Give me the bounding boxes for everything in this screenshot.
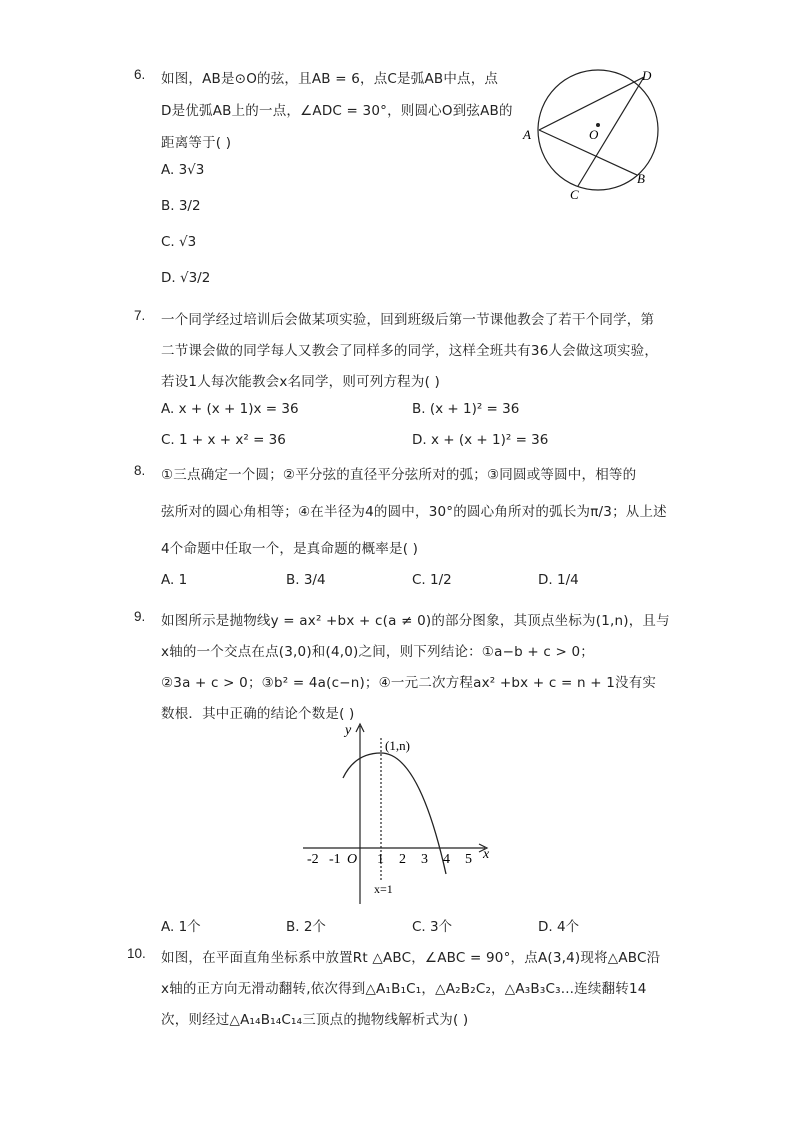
question-text-line: x轴的一个交点在点(3,0)和(4,0)之间，则下列结论：①a−b + c > 0； <box>161 644 594 660</box>
question-text-line: 如图所示是抛物线y = ax² +bx + c(a ≠ 0)的部分图象，其顶点坐标为(1,n)，且与 <box>161 613 670 629</box>
label-o: O <box>589 127 599 142</box>
y-axis-label: y <box>345 723 352 738</box>
question-text-line: 如图，AB是⊙O的弦，且AB = 6，点C是弧AB中点，点 <box>161 71 499 87</box>
question-number: 10. <box>127 946 146 961</box>
option-a: A. x + (x + 1)x = 36 <box>161 401 299 417</box>
question-number: 7. <box>134 308 146 323</box>
option-a: A. 1 <box>161 572 188 588</box>
question-text-line: ①三点确定一个圆；②平分弦的直径平分弦所对的弧；③同圆或等圆中，相等的 <box>161 467 637 483</box>
option-b: B. 3/2 <box>161 198 201 214</box>
tick-label: -1 <box>329 852 341 867</box>
tick-label: 2 <box>399 852 406 867</box>
option-c: C. 1 + x + x² = 36 <box>161 432 286 448</box>
option-b: B. 2个 <box>286 919 326 935</box>
question-text-line: 距离等于( ) <box>161 135 232 151</box>
label-a: A <box>523 127 531 142</box>
parabola-curve <box>343 753 446 874</box>
question-text-line: x轴的正方向无滑动翻转,依次得到△A₁B₁C₁，△A₂B₂C₂，△A₃B₃C₃...连续翻转14 <box>161 981 647 997</box>
circle-figure <box>518 62 668 202</box>
question-text-line: ②3a + c > 0；③b² = 4a(c−n)；④一元二次方程ax² +bx + c = n + 1没有实 <box>161 675 657 691</box>
option-b: B. (x + 1)² = 36 <box>412 401 520 417</box>
option-d: D. 1/4 <box>538 572 579 588</box>
question-text-line: 一个同学经过培训后会做某项实验，回到班级后第一节课他教会了若干个同学，第 <box>161 312 655 328</box>
question-number: 6. <box>134 67 146 82</box>
label-b: B <box>637 171 645 186</box>
option-c: C. 1/2 <box>412 572 452 588</box>
tick-label: -2 <box>307 852 319 867</box>
chord-ab <box>539 130 637 175</box>
option-c: C. √3 <box>161 234 197 250</box>
question-number: 9. <box>134 609 146 624</box>
vertex-label: (1,n) <box>385 738 410 753</box>
question-text-line: 次，则经过△A₁₄B₁₄C₁₄三顶点的抛物线解析式为( ) <box>161 1012 469 1028</box>
option-b: B. 3/4 <box>286 572 326 588</box>
symmetry-axis-label: x=1 <box>374 882 393 896</box>
tick-label: 4 <box>443 852 450 867</box>
question-text-line: 若设1人每次能教会x名同学，则可列方程为( ) <box>161 374 441 390</box>
question-text-line: 弦所对的圆心角相等；④在半径为4的圆中，30°的圆心角所对的弧长为π/3；从上述 <box>161 504 667 520</box>
option-c: C. 3个 <box>412 919 453 935</box>
question-text-line: 数根．其中正确的结论个数是( ) <box>161 706 355 722</box>
tick-label: 1 <box>377 852 384 867</box>
option-d: D. 4个 <box>538 919 580 935</box>
tick-label: 3 <box>421 852 428 867</box>
question-text-line: 如图，在平面直角坐标系中放置Rt △ABC，∠ABC = 90°，点A(3,4)现将△ABC沿 <box>161 950 661 966</box>
option-d: D. x + (x + 1)² = 36 <box>412 432 549 448</box>
question-number: 8. <box>134 463 146 478</box>
label-d: D <box>642 68 652 83</box>
origin-label: O <box>347 852 358 867</box>
question-text-line: D是优弧AB上的一点，∠ADC = 30°，则圆心O到弦AB的 <box>161 103 513 119</box>
question-text-line: 4个命题中任取一个，是真命题的概率是( ) <box>161 541 419 557</box>
parabola-graph <box>295 718 500 908</box>
option-a: A. 3√3 <box>161 162 205 178</box>
option-a: A. 1个 <box>161 919 201 935</box>
option-d: D. √3/2 <box>161 270 211 286</box>
tick-label: 5 <box>465 852 472 867</box>
x-axis-label: x <box>483 847 490 862</box>
question-text-line: 二节课会做的同学每人又教会了同样多的同学，这样全班共有36人会做这项实验， <box>161 343 659 359</box>
label-c: C <box>570 187 579 202</box>
